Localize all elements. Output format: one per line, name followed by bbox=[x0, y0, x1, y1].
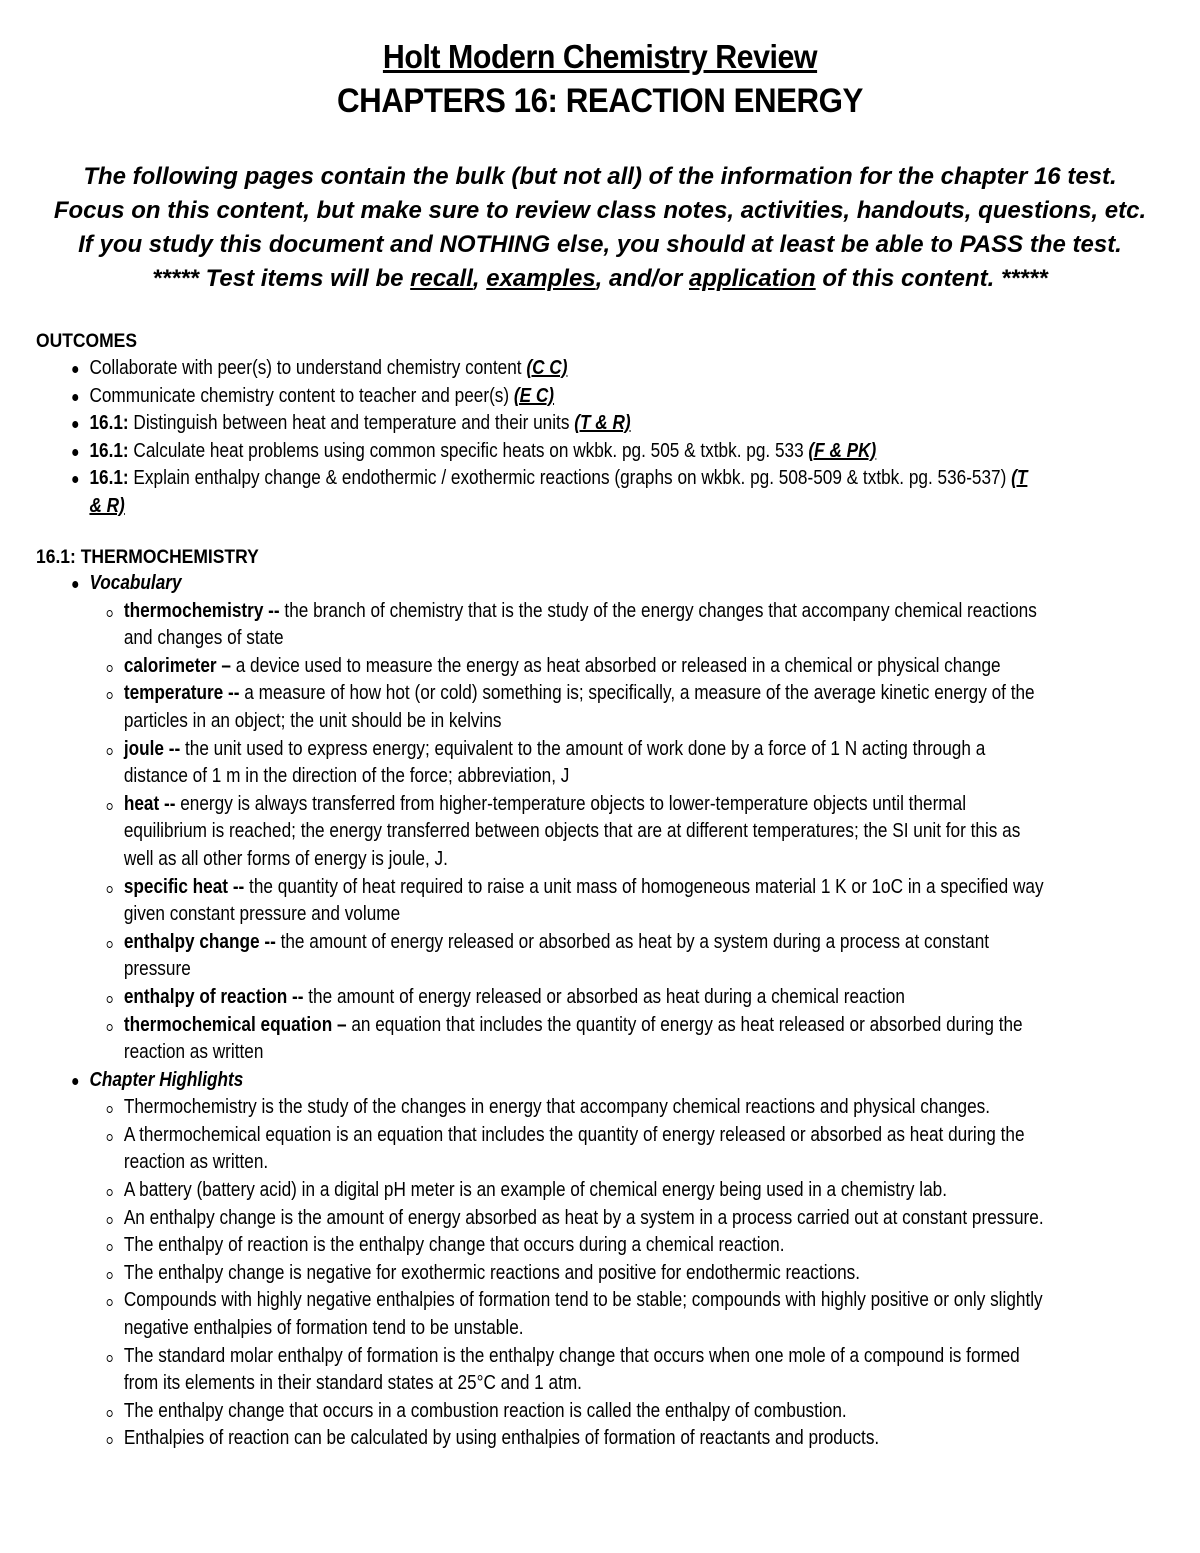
bullet-icon bbox=[72, 581, 78, 588]
outcome-code: (F & PK) bbox=[808, 439, 877, 462]
circle-bullet-icon bbox=[107, 803, 113, 810]
outcome-item bbox=[0, 465, 1032, 493]
vocab-def-cont: distance of 1 m in the direction of the force; abbreviation, J bbox=[123, 765, 570, 788]
intro-recall: recall bbox=[410, 265, 473, 292]
circle-bullet-icon bbox=[107, 748, 113, 755]
circle-bullet-icon bbox=[107, 1024, 113, 1031]
bullet-icon bbox=[72, 394, 78, 401]
vocab-item bbox=[0, 736, 1032, 764]
vocab-def: the amount of energy released or absorbed as heat by a system during a process at constant bbox=[275, 930, 990, 953]
outcome-continuation bbox=[0, 493, 1032, 521]
circle-bullet-icon bbox=[107, 692, 113, 699]
vocab-def: a measure of how hot (or cold) something is; specifically, a measure of the average kinetic energy of the bbox=[239, 682, 1035, 705]
outcome-item bbox=[0, 355, 1032, 383]
vocab-item bbox=[0, 1012, 1032, 1040]
vocab-def: the quantity of heat required to raise a unit mass of homogeneous material 1 K or 1oC in a specified way bbox=[244, 875, 1044, 898]
vocab-label-row bbox=[0, 570, 1032, 598]
circle-bullet-icon bbox=[107, 1355, 113, 1362]
outcome-item bbox=[0, 438, 1032, 466]
circle-bullet-icon bbox=[107, 996, 113, 1003]
vocab-term: enthalpy of reaction -- bbox=[123, 985, 304, 1008]
highlight-item bbox=[0, 1232, 1032, 1260]
outcome-text: Communicate chemistry content to teacher and peer(s) bbox=[89, 384, 514, 407]
vocab-def-cont: particles in an object; the unit should be in kelvins bbox=[123, 709, 502, 732]
vocab-def: the unit used to express energy; equivalent to the amount of work done by a force of 1 N acting through a bbox=[180, 737, 986, 760]
outcome-item bbox=[0, 410, 1032, 438]
highlight-cont: reaction as written. bbox=[123, 1151, 269, 1174]
circle-bullet-icon bbox=[107, 1189, 113, 1196]
vocab-item bbox=[0, 598, 1037, 626]
outcomes-heading: OUTCOMES bbox=[36, 331, 137, 352]
vocab-item bbox=[0, 680, 1035, 708]
bullet-icon bbox=[72, 421, 78, 428]
intro-application: application bbox=[688, 265, 816, 292]
highlight-item bbox=[0, 1287, 1043, 1315]
vocab-def-cont: pressure bbox=[123, 958, 191, 981]
circle-bullet-icon bbox=[107, 886, 113, 893]
highlight-item bbox=[0, 1425, 1032, 1453]
circle-bullet-icon bbox=[107, 941, 113, 948]
highlight-text: Thermochemistry is the study of the changes in energy that accompany chemical reactions and physical changes. bbox=[123, 1096, 991, 1119]
intro-line-4-post: of this content. ***** bbox=[815, 265, 1048, 292]
vocab-term: enthalpy change -- bbox=[123, 930, 276, 953]
vocab-item bbox=[0, 791, 1032, 819]
highlight-item bbox=[0, 1343, 1032, 1371]
page-subtitle: CHAPTERS 16: REACTION ENERGY bbox=[337, 82, 863, 120]
vocab-def-cont: equilibrium is reached; the energy transferred between objects that are at different temperatures; the SI unit for this as bbox=[123, 820, 1021, 843]
circle-bullet-icon bbox=[107, 1244, 113, 1251]
outcome-code-cont: & R) bbox=[89, 494, 125, 517]
outcome-item bbox=[0, 383, 1032, 411]
outcome-prefix: 16.1: bbox=[89, 412, 129, 435]
section-heading: 16.1: THERMOCHEMISTRY bbox=[36, 547, 259, 568]
vocab-term: thermochemistry -- bbox=[123, 599, 280, 622]
circle-bullet-icon bbox=[107, 610, 113, 617]
highlight-text: The standard molar enthalpy of formation is the enthalpy change that occurs when one mole of a compound is formed bbox=[123, 1344, 1020, 1367]
circle-bullet-icon bbox=[107, 1437, 113, 1444]
highlights-label-row bbox=[0, 1067, 1032, 1095]
intro-block bbox=[0, 160, 1200, 296]
highlight-text: Enthalpies of reaction can be calculated by using enthalpies of formation of reactants and products. bbox=[123, 1427, 880, 1450]
circle-bullet-icon bbox=[107, 665, 113, 672]
vocab-term: temperature -- bbox=[123, 682, 240, 705]
vocab-term: joule -- bbox=[123, 737, 181, 760]
intro-line-2: Focus on this content, but make sure to review class notes, activities, handouts, questions, etc. bbox=[53, 197, 1147, 224]
highlight-text: The enthalpy of reaction is the enthalpy change that occurs during a chemical reaction. bbox=[123, 1234, 785, 1257]
highlight-text: Compounds with highly negative enthalpies of formation tend to be stable; compounds with highly positive or only slightly bbox=[123, 1289, 1043, 1312]
intro-sep-2: , and/or bbox=[595, 265, 689, 292]
vocab-def: the amount of energy released or absorbed as heat during a chemical reaction bbox=[303, 985, 905, 1008]
vocab-def: energy is always transferred from higher-temperature objects to lower-temperature objects until thermal bbox=[175, 792, 967, 815]
circle-bullet-icon bbox=[107, 1410, 113, 1417]
vocab-term: calorimeter – bbox=[123, 654, 231, 677]
highlight-cont: negative enthalpies of formation tend to be unstable. bbox=[123, 1317, 524, 1340]
outcome-prefix: 16.1: bbox=[89, 467, 129, 490]
vocab-def-cont: reaction as written bbox=[123, 1041, 264, 1064]
bullet-icon bbox=[72, 366, 78, 373]
bullet-icon bbox=[72, 1078, 78, 1085]
vocab-def: the branch of chemistry that is the study of the energy changes that accompany chemical reactions bbox=[279, 599, 1037, 622]
vocab-def: a device used to measure the energy as heat absorbed or released in a chemical or physical change bbox=[230, 654, 1001, 677]
vocab-term: thermochemical equation – bbox=[123, 1013, 347, 1036]
outcome-text: Collaborate with peer(s) to understand chemistry content bbox=[89, 357, 527, 379]
outcome-code: (E C) bbox=[513, 384, 555, 407]
vocab-def-cont: well as all other forms of energy is joule, J. bbox=[123, 847, 448, 870]
circle-bullet-icon bbox=[107, 1217, 113, 1224]
circle-bullet-icon bbox=[107, 1134, 113, 1141]
bullet-icon bbox=[72, 476, 78, 483]
highlight-item bbox=[0, 1094, 1032, 1122]
section-content bbox=[0, 570, 1200, 1453]
highlight-text: A thermochemical equation is an equation that includes the quantity of energy released or absorbed as heat during the bbox=[123, 1123, 1025, 1146]
circle-bullet-icon bbox=[107, 1272, 113, 1279]
highlight-item bbox=[0, 1205, 1044, 1233]
highlight-item bbox=[0, 1260, 1032, 1288]
outcomes-list bbox=[0, 355, 1200, 521]
outcome-text: Explain enthalpy change & endothermic / exothermic reactions (graphs on wkbk. pg. 508-509 & txtbk. pg. 536-537) bbox=[128, 467, 1012, 490]
intro-line-4 bbox=[0, 262, 1200, 296]
intro-line-3: If you study this document and NOTHING else, you should at least be able to PASS the test. bbox=[78, 231, 1122, 258]
highlights-label: Chapter Highlights bbox=[89, 1068, 244, 1091]
intro-line-4-pre: ***** Test items will be bbox=[152, 265, 411, 292]
vocab-term: specific heat -- bbox=[123, 875, 245, 898]
outcome-code: (T & R) bbox=[574, 412, 631, 435]
intro-examples: examples bbox=[486, 265, 596, 292]
vocab-item bbox=[0, 653, 1032, 681]
highlight-item bbox=[0, 1122, 1032, 1150]
outcome-prefix: 16.1: bbox=[89, 439, 129, 462]
vocab-item bbox=[0, 874, 1044, 902]
outcome-code: (C C) bbox=[526, 357, 568, 379]
vocab-term: heat -- bbox=[123, 792, 176, 815]
vocab-label: Vocabulary bbox=[89, 572, 182, 594]
highlight-text: A battery (battery acid) in a digital pH meter is an example of chemical energy being used in a chemistry lab. bbox=[123, 1179, 947, 1202]
highlight-text: An enthalpy change is the amount of energy absorbed as heat by a system in a process carried out at constant pressure. bbox=[123, 1206, 1044, 1229]
highlight-text: The enthalpy change that occurs in a combustion reaction is called the enthalpy of combustion. bbox=[123, 1399, 847, 1422]
outcome-code: (T bbox=[1011, 467, 1028, 490]
circle-bullet-icon bbox=[107, 1106, 113, 1113]
outcome-text: Calculate heat problems using common specific heats on wkbk. pg. 505 & txtbk. pg. 533 bbox=[128, 439, 809, 462]
vocab-item bbox=[0, 984, 1032, 1012]
page-title: Holt Modern Chemistry Review bbox=[382, 38, 818, 75]
highlight-item bbox=[0, 1177, 1032, 1205]
bullet-icon bbox=[72, 449, 78, 456]
vocab-def-cont: given constant pressure and volume bbox=[123, 903, 401, 926]
vocab-def-cont: and changes of state bbox=[123, 627, 284, 650]
outcome-text: Distinguish between heat and temperature and their units bbox=[128, 412, 575, 435]
circle-bullet-icon bbox=[107, 1299, 113, 1306]
highlight-item bbox=[0, 1398, 1032, 1426]
vocab-def: an equation that includes the quantity of energy as heat released or absorbed during the bbox=[346, 1013, 1023, 1036]
highlight-cont: from its elements in their standard states at 25°C and 1 atm. bbox=[123, 1372, 582, 1395]
intro-line-1: The following pages contain the bulk (but not all) of the information for the chapter 16 test. bbox=[83, 163, 1117, 190]
intro-sep-1: , bbox=[472, 265, 487, 292]
vocab-item bbox=[0, 929, 1032, 957]
highlight-text: The enthalpy change is negative for exothermic reactions and positive for endothermic reactions. bbox=[123, 1261, 861, 1284]
